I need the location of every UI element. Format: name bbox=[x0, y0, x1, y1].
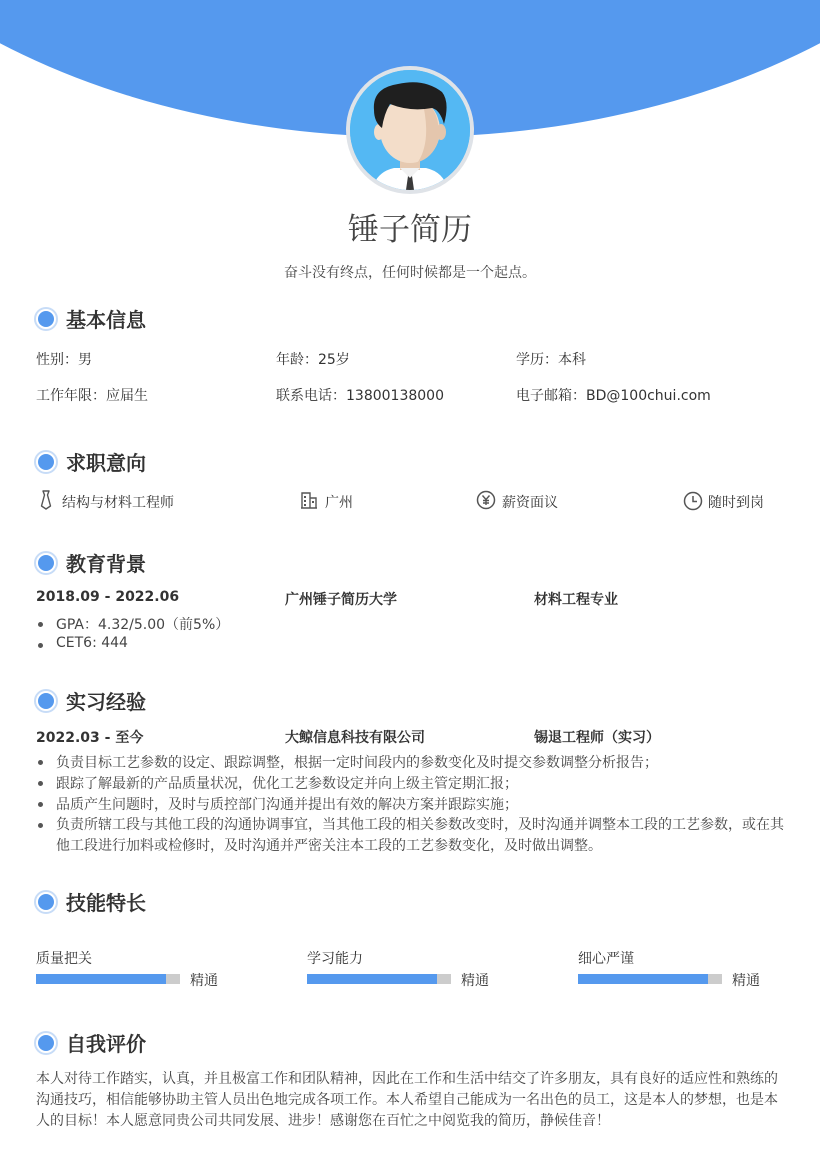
education-school: 广州锤子简历大学 bbox=[285, 592, 397, 608]
skill-name: 细心严谨 bbox=[578, 951, 634, 967]
tie-icon bbox=[38, 490, 54, 510]
section-bullet-icon bbox=[34, 307, 58, 331]
work-years-field: 工作年限：应届生 bbox=[36, 388, 148, 404]
skill-bar bbox=[36, 974, 180, 984]
section-job-intent bbox=[34, 447, 146, 476]
section-bullet-icon bbox=[34, 551, 58, 575]
resume-motto: 奋斗没有终点，任何时候都是一个起点。 bbox=[284, 265, 536, 281]
skill-level: 精通 bbox=[461, 973, 489, 989]
section-bullet-icon bbox=[34, 1031, 58, 1055]
section-title: 技能特长 bbox=[66, 891, 146, 915]
section-title: 求职意向 bbox=[66, 451, 146, 475]
skill-name: 质量把关 bbox=[36, 951, 92, 967]
internship-period: 2022.03 - 至今 bbox=[36, 730, 144, 746]
section-self-evaluation bbox=[34, 1028, 146, 1057]
skill-bar bbox=[578, 974, 722, 984]
intent-position: 结构与材料工程师 bbox=[62, 495, 174, 511]
section-skills bbox=[34, 887, 146, 916]
yen-icon bbox=[476, 490, 496, 510]
skill-name: 学习能力 bbox=[307, 951, 363, 967]
internship-company: 大鲸信息科技有限公司 bbox=[285, 730, 425, 746]
gender-field: 性别：男 bbox=[36, 352, 92, 368]
skill-level: 精通 bbox=[190, 973, 218, 989]
education-major: 材料工程专业 bbox=[534, 592, 618, 608]
section-title: 自我评价 bbox=[66, 1032, 146, 1056]
section-title: 教育背景 bbox=[66, 552, 146, 576]
building-icon bbox=[300, 491, 318, 509]
skill-bar-fill bbox=[578, 974, 708, 984]
skill-bar bbox=[307, 974, 451, 984]
education-period: 2018.09 - 2022.06 bbox=[36, 589, 180, 605]
intent-salary: 薪资面议 bbox=[502, 495, 558, 511]
age-field: 年龄：25岁 bbox=[276, 352, 350, 368]
avatar bbox=[346, 66, 474, 194]
section-title: 实习经验 bbox=[66, 690, 146, 714]
self-evaluation-text: 本人对待工作踏实，认真，并且极富工作和团队精神，因此在工作和生活中结交了许多朋友，具有良好的适应性和熟练的沟通技巧，相信能够协助主管人员出色地完成各项工作。本人希望自己能成为一名出色的员工，这是本人的梦想，也是本人的目标！本人愿意同贵公司共同发展、进步！感谢您在百忙之中阅览我的简历，静候佳音！ bbox=[36, 1071, 778, 1129]
skill-bar-fill bbox=[307, 974, 437, 984]
section-bullet-icon bbox=[34, 689, 58, 713]
education-field: 学历：本科 bbox=[516, 352, 586, 368]
email-field: 电子邮箱：BD@100chui.com bbox=[516, 388, 711, 404]
intent-availability: 随时到岗 bbox=[708, 495, 764, 511]
skill-level: 精通 bbox=[732, 973, 760, 989]
section-basic-info bbox=[34, 304, 146, 333]
skill-bar-fill bbox=[36, 974, 166, 984]
section-title: 基本信息 bbox=[66, 308, 146, 332]
section-bullet-icon bbox=[34, 450, 58, 474]
avatar-illustration bbox=[350, 70, 470, 190]
section-bullet-icon bbox=[34, 890, 58, 914]
clock-icon bbox=[683, 491, 703, 511]
phone-field: 联系电话：13800138000 bbox=[276, 388, 444, 404]
resume-name: 锤子简历 bbox=[348, 212, 472, 248]
section-internship bbox=[34, 686, 146, 715]
section-education bbox=[34, 548, 146, 577]
internship-role: 锡退工程师（实习） bbox=[534, 730, 660, 746]
intent-city: 广州 bbox=[325, 495, 353, 511]
